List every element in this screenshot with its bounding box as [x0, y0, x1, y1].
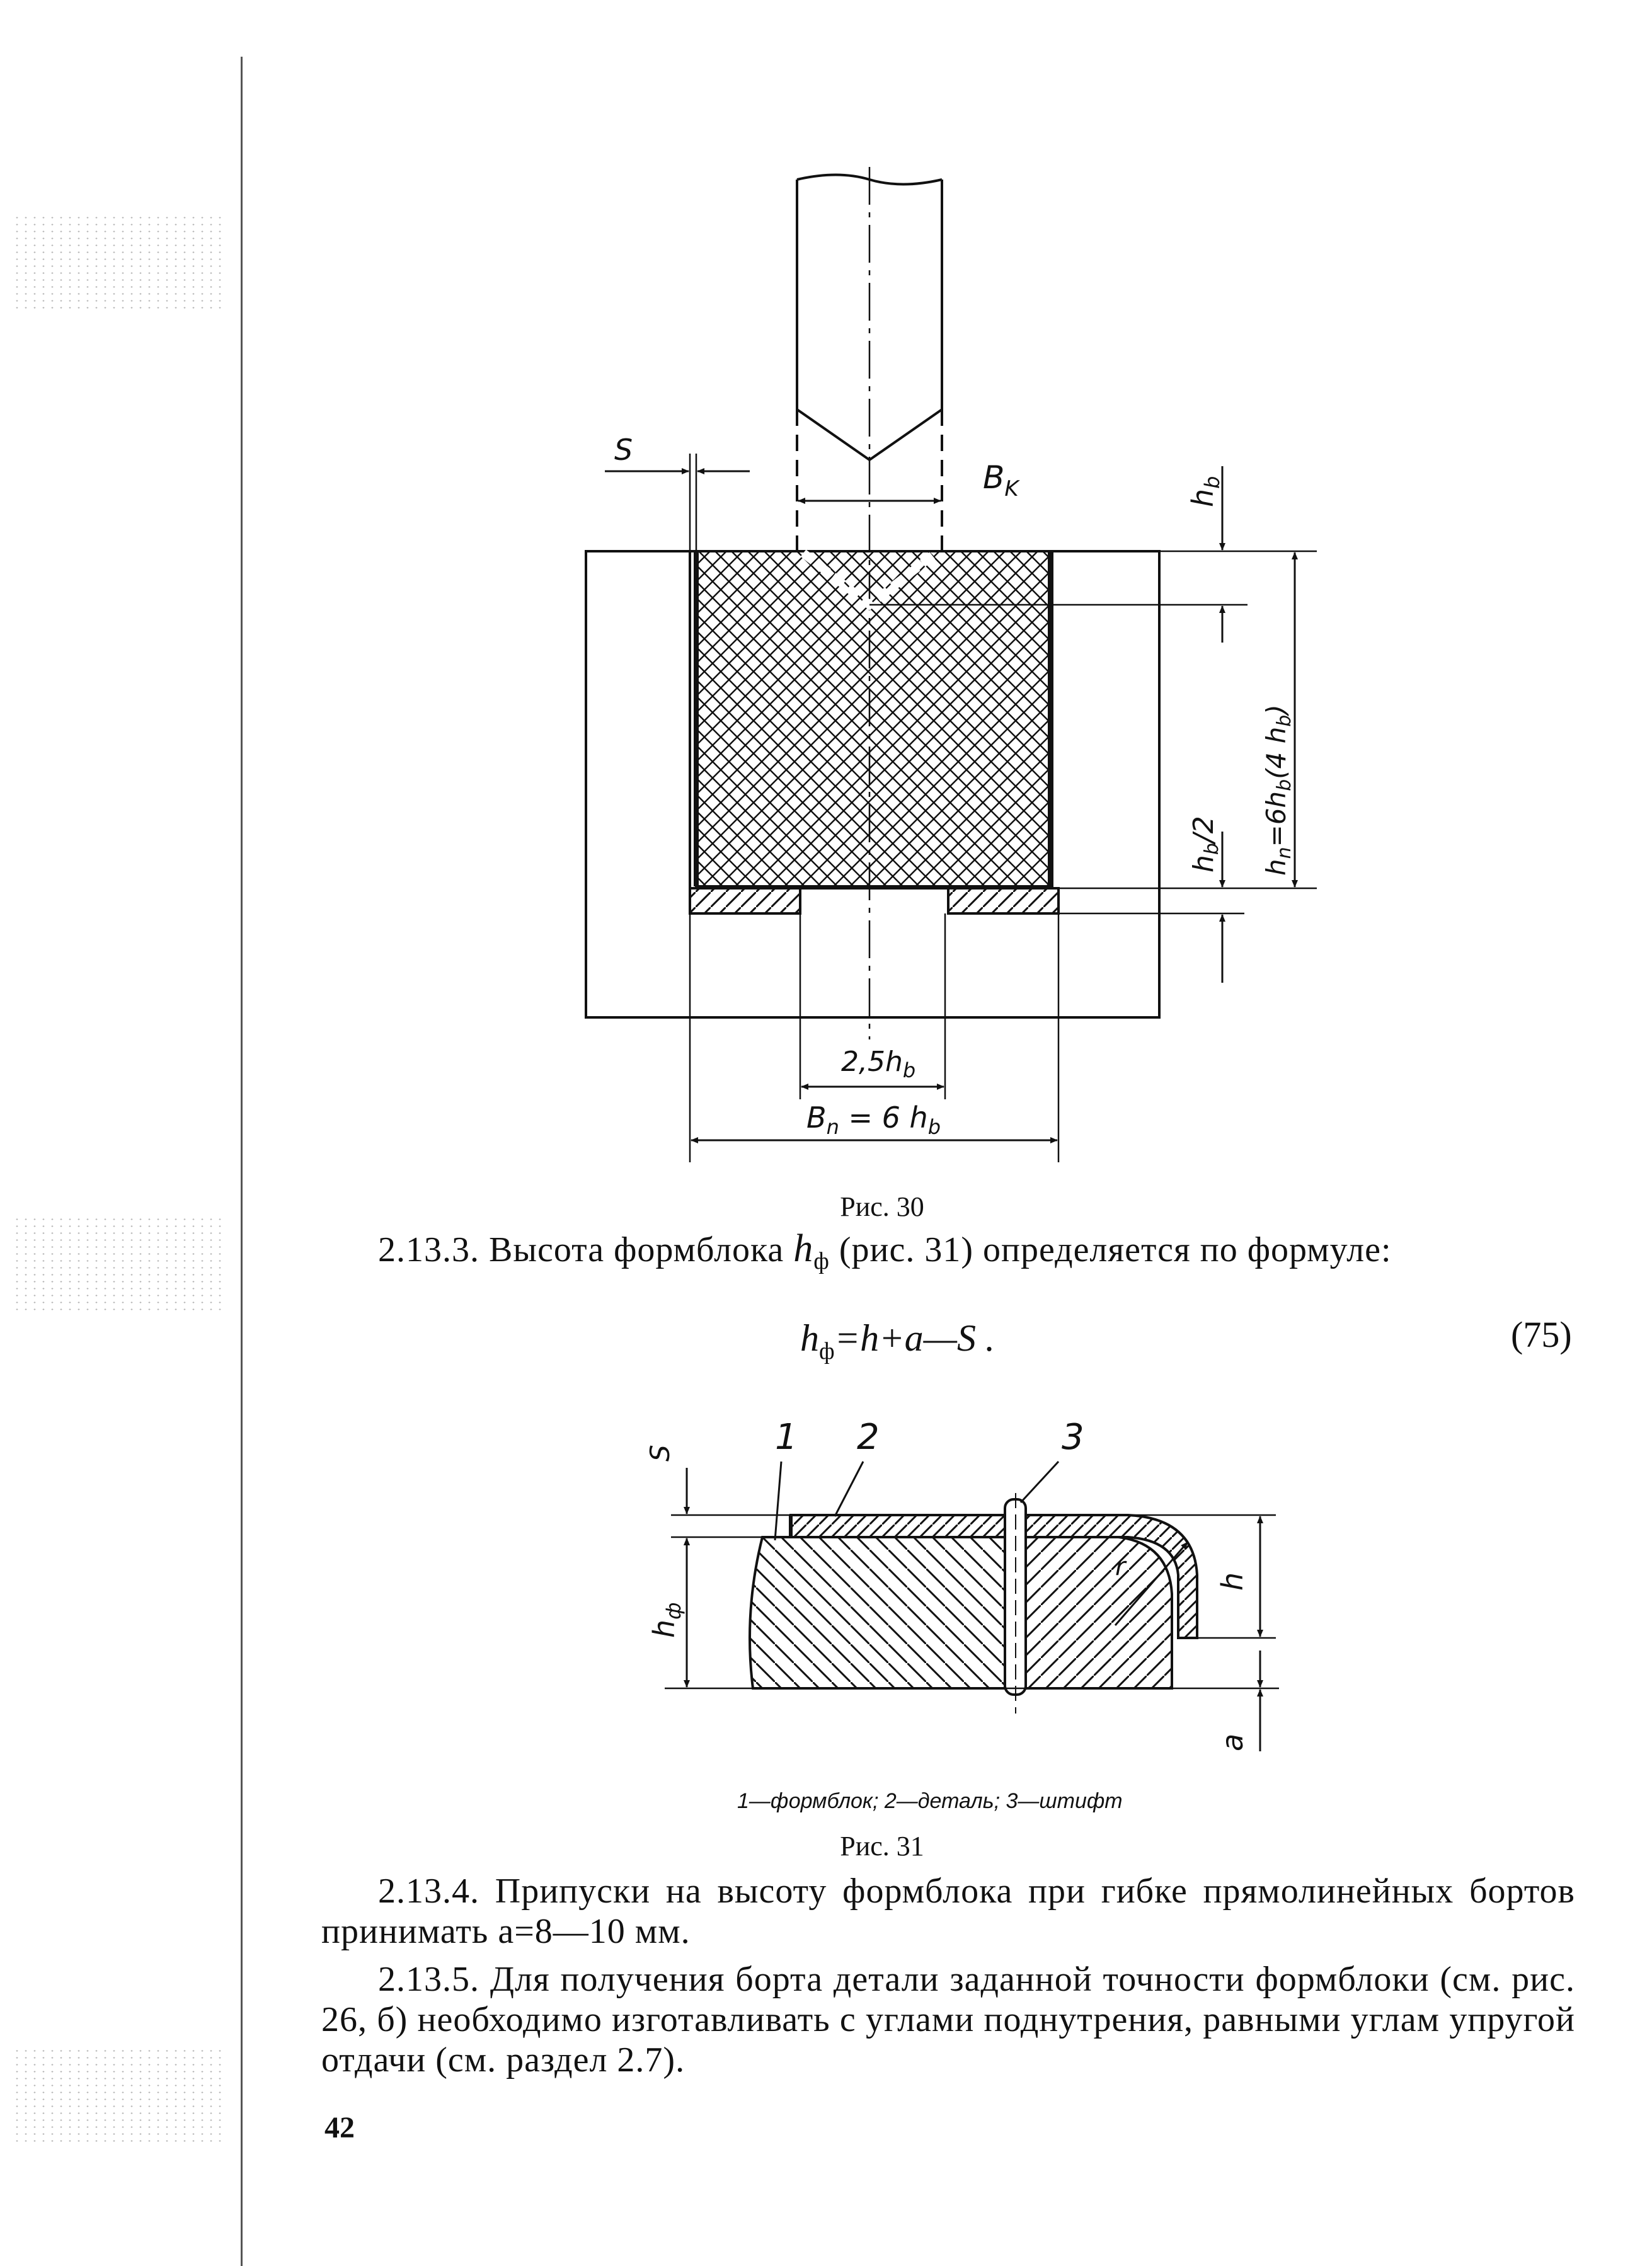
dim-label-2-5hb: $2,5h_b$	[841, 1046, 916, 1082]
bottom-plate-right	[948, 888, 1058, 913]
figure-30-caption: Рис. 30	[840, 1191, 924, 1222]
dim-label-s: S	[614, 433, 633, 467]
paragraph-2-13-5: 2.13.5. Для получения борта детали заданной точности формблоки (см. рис. 26, б) необходимо изготавливать с углами поднутрения, равными углам упругой отдачи (см. раздел 2.7).	[321, 1960, 1575, 2080]
dim-label-a: a	[1215, 1733, 1249, 1751]
figure-31-legend: 1—формблок; 2—деталь; 3—штифт	[737, 1789, 1123, 1813]
figure-31	[0, 1373, 1652, 1764]
paragraph-2-13-3: 2.13.3. Высота формблока $h_ф$ (рис. 31) определяется по формуле:	[378, 1227, 1392, 1275]
page-number: 42	[324, 2111, 355, 2144]
dim-label-bk: $B_K$	[983, 459, 1019, 501]
dim-label-hb-half: hb/2	[1188, 816, 1223, 873]
formula-75-number: (75)	[1511, 1314, 1572, 1355]
leader-label-1: 1	[775, 1417, 798, 1458]
radius-label: r	[1115, 1552, 1126, 1581]
scan-noise	[13, 1216, 227, 1310]
formula-75: $h_ф=h+a—S$ .	[800, 1317, 995, 1365]
paragraph-2-13-4: 2.13.4. Припуски на высоту формблока при гибке прямолинейных бортов принимать a=8—10 мм.	[321, 1872, 1575, 1951]
leader-label-3: 3	[1062, 1417, 1084, 1458]
dim-label-hb-top: $h_b$	[1186, 476, 1224, 507]
leader-label-2: 2	[857, 1417, 880, 1458]
form-block-right	[1026, 1537, 1172, 1688]
scan-noise	[13, 2047, 227, 2142]
dim-label-bn: $B_n = 6$ $h_b$	[806, 1101, 941, 1139]
figure-31-caption: Рис. 31	[840, 1831, 924, 1862]
dim-label-hn: hn=6hb(4 hb)	[1261, 704, 1295, 876]
rubber-pad	[696, 551, 1050, 886]
dim-label-s-31: S	[645, 1445, 675, 1462]
dim-label-hf: $h_ф$	[647, 1602, 685, 1638]
dim-label-h: h	[1215, 1572, 1249, 1591]
form-block-left	[750, 1537, 1005, 1688]
bottom-plate-left	[690, 888, 800, 913]
